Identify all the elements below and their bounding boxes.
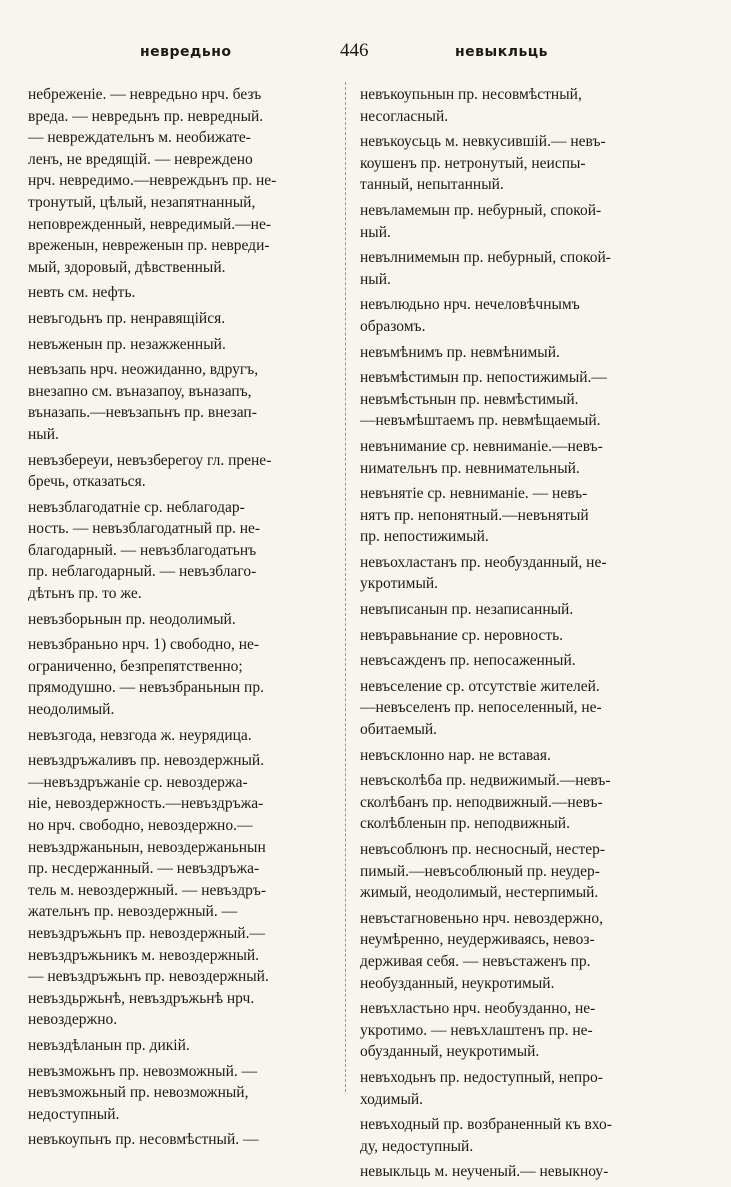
dictionary-entry [360,247,690,290]
entry-line: благодарный. — невъзблагодатьнъ [28,541,257,559]
right-column [360,84,690,1187]
right-running-headword: невыкльць [455,44,549,60]
dictionary-entry [28,750,348,1031]
entry-line: укротимо. — невъхлаштенъ пр. не- [360,1021,593,1039]
entry-line: образомъ. [360,317,426,335]
entry-line: невъсоблюнъ пр. несносный, нестер- [360,841,606,858]
dictionary-entry [360,342,690,364]
entry-line: вреженын, невреженын пр. невреди- [28,237,270,255]
dictionary-entry [28,1035,348,1057]
entry-line: невъздьржьнѣ, невъздръжьнѣ нрч. [28,989,255,1007]
entry-line: неумѣренно, неудерживаясь, невоз- [360,931,595,949]
left-running-headword: невредьно [140,44,232,60]
dictionary-entry [360,599,690,621]
dictionary-entry [28,308,348,330]
entry-line: пр. неблагодарный. — невъзблаго- [28,563,257,581]
entry-line: невъохластанъ пр. необузданный, не- [360,553,607,571]
entry-line: пр. непостижимый. [360,528,489,546]
dictionary-entry [360,770,690,835]
dictionary-entry [360,84,690,127]
entry-line: невълнимемын пр. небурный, спокой- [360,249,611,267]
entry-line: невънятіе ср. невниманіе. — невъ- [360,485,588,503]
entry-line: невъзгода, невзгода ж. неурядица. [28,726,252,744]
entry-line: невъзможьнъ пр. невозможный. — [28,1062,258,1080]
entry-line: ленъ, не вредящій. — невреждено [28,150,253,168]
entry-line: невъгодьнъ пр. ненравящійся. [28,309,226,327]
entry-line: невъзбереуи, невъзберегоу гл. прене- [28,451,272,469]
dictionary-entry [360,200,690,243]
entry-line: ходимый. [360,1090,424,1108]
entry-line: невъсколѣба пр. недвижимый.—невъ- [360,772,611,790]
entry-line: невъмѣстьнын пр. невмѣстимый. [360,390,579,408]
dictionary-entry [360,367,690,432]
entry-line: невъздржаньнын, невоздержаньнын [28,838,266,856]
entry-line: невоздержно. [28,1011,118,1029]
entry-line: невъсклонно нар. не вставая. [360,746,551,764]
entry-line: невъзможьный пр. невозможный, [28,1084,249,1102]
entry-line: невть см. нефть. [28,284,136,302]
dictionary-entry [360,552,690,595]
entry-line: — невреждательнъ м. необижате- [28,129,251,147]
entry-line: невъздръжьнъ пр. невоздержный.— [28,924,265,942]
dictionary-entry [28,609,348,631]
entry-line: невъписанын пр. незаписанный. [360,601,574,619]
entry-line: невъкоупьнын пр. несовмѣстный, [360,86,582,103]
entry-line: невъзборьнын пр. неодолимый. [28,610,236,628]
entry-line: невъкоупьнъ пр. несовмѣстный. — [28,1131,259,1149]
dictionary-entry [360,625,690,647]
dictionary-entry [360,131,690,196]
dictionary-entry [28,282,348,304]
entry-line: пимый.—невъсоблюный пр. неудер- [360,862,600,880]
entry-line: невъламемын пр. небурный, спокой- [360,201,602,219]
entry-line: невъхластьно нрч. необузданно, не- [360,1000,596,1018]
entry-line: ный. [360,270,391,288]
entry-line: но нрч. свободно, невоздержно.— [28,817,253,834]
entry-line: тель м. невоздержный. — невъздръ- [28,881,267,899]
entry-line: небреженіе. — невредьно нрч. безъ [28,86,262,103]
entry-line: невъзблагодатніе ср. неблагодар- [28,498,245,516]
entry-line: вреда. — невредьнъ пр. невредный. [28,107,264,125]
dictionary-entry [360,1114,690,1157]
entry-line: невъмѣнимъ пр. невмѣнимый. [360,343,560,361]
entry-line: держивая себя. — невъстаженъ пр. [360,952,591,970]
entry-line: невъсажденъ пр. непосаженный. [360,652,576,670]
entry-line: сколѣбанъ пр. неподвижный.—невъ- [360,793,603,811]
entry-line: въназапь.—невъзапьнъ пр. внезап- [28,404,257,422]
entry-line: прямодушно. — невъзбраньнын пр. [28,679,264,697]
dictionary-entry [28,1061,348,1126]
entry-line: —невъмѣштаемъ пр. невмѣщаемый. [360,412,601,430]
entry-line: нимательнъ пр. невнимательный. [360,459,580,477]
dictionary-entry [360,436,690,479]
entry-line: невъходьнъ пр. недоступный, непро- [360,1068,603,1086]
entry-line: —невъселенъ пр. непоселенный, не- [360,699,602,717]
entry-line: жимый, неодолимый, нестерпимый. [360,884,599,902]
entry-line: невъселение ср. отсутствіе жителей. [360,677,600,695]
dictionary-entry [360,483,690,548]
page-number: 446 [340,40,369,61]
entry-line: неодолимый. [28,701,115,719]
dictionary-entry [360,839,690,904]
entry-line: невъмѣстимын пр. непостижимый.— [360,369,607,387]
entry-line: недоступный. [28,1105,120,1123]
dictionary-entry [360,1161,690,1183]
entry-line: невъздѣланын пр. дикій. [28,1036,190,1054]
entry-line: невъкоусьць м. невкусившій.— невъ- [360,133,606,151]
dictionary-entry [360,745,690,767]
dictionary-entry [360,650,690,672]
entry-line: невънимание ср. невниманіе.—невъ- [360,437,603,455]
entry-line: обитаемый. [360,721,438,739]
entry-line: необузданный, неукротимый. [360,974,555,992]
dictionary-entry [360,998,690,1063]
entry-line: — невъздръжьнъ пр. невоздержный. [28,968,269,986]
dictionary-entry [360,908,690,994]
entry-line: невыкльць м. неученый.— невыкноу- [360,1163,609,1181]
entry-line: невъравьнание ср. неровность. [360,626,564,644]
entry-line: невъздръжьникъ м. невоздержный. [28,946,260,964]
entry-line: мый, здоровый, дѣвственный. [28,258,226,276]
entry-line: пр. несдержанный. — невъздръжа- [28,860,260,878]
dictionary-entry [360,294,690,337]
entry-line: неповрежденный, невредимый.—не- [28,215,272,233]
entry-line: коушенъ пр. нетронутый, неиспы- [360,154,586,172]
entry-line: невъходный пр. возбраненный къ вхо- [360,1116,612,1134]
dictionary-entry [28,1129,348,1151]
dictionary-entry [28,450,348,493]
entry-line: дѣтьнъ пр. то же. [28,585,142,603]
entry-line: внезапно см. въназапоу, въназапъ, [28,382,252,400]
entry-line: сколѣбленын пр. неподвижный. [360,815,570,833]
dictionary-entry [360,1067,690,1110]
entry-line: ный. [360,223,391,241]
entry-line: ніе, невоздержность.—невъздръжа- [28,795,264,813]
dictionary-entry [28,634,348,720]
entry-line: ограниченно, безпрепятственно; [28,657,243,675]
dictionary-entry [28,334,348,356]
entry-line: укротимый. [360,575,439,593]
entry-line: ность. — невъзблагодатный пр. не- [28,520,261,538]
entry-line: тронутый, цѣлый, незапятнанный, [28,193,256,211]
entry-line: танный, непытанный. [360,176,504,194]
entry-line: невъстагновеньно нрч. невоздержно, [360,909,603,927]
entry-line: ду, недоступный. [360,1137,474,1155]
dictionary-entry [28,359,348,445]
dictionary-entry [360,676,690,741]
entry-line: жательнъ пр. невоздержный. — [28,903,238,921]
running-header [0,38,731,68]
entry-line: невъзапь нрч. неожиданно, вдругъ, [28,361,259,379]
left-column [28,84,348,1155]
entry-line: невъженын пр. незажженный. [28,335,226,353]
dictionary-entry [28,725,348,747]
entry-line: невъзбраньно нрч. 1) свободно, не- [28,636,260,654]
entry-line: невъздръжаливъ пр. невоздержный. [28,752,265,770]
entry-line: ный. [28,425,59,443]
entry-line: обузданный, неукротимый. [360,1043,540,1061]
entry-line: нрч. невредимо.—невреждьнъ пр. не- [28,172,277,190]
dictionary-entry [28,84,348,278]
entry-line: —невъздръжаніе ср. невоздержа- [28,773,248,791]
entry-line: нятъ пр. непонятный.—невънятый [360,506,589,524]
dictionary-entry [28,497,348,605]
entry-line: несогласный. [360,107,449,125]
entry-line: бречь, отказаться. [28,473,146,491]
entry-line: невълюдьно нрч. нечеловѣчнымъ [360,296,580,314]
